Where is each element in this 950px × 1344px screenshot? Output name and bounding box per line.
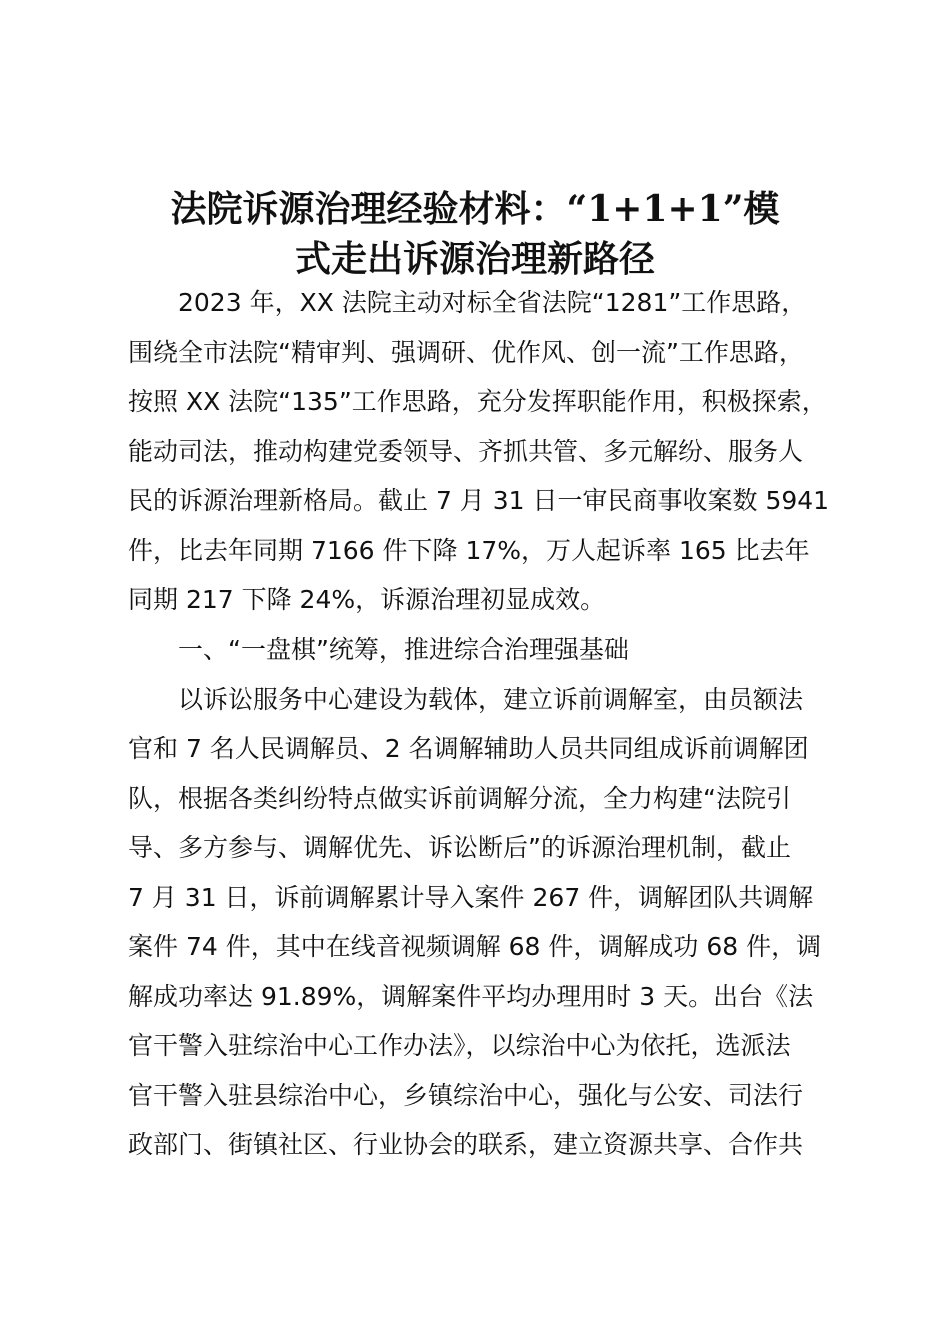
document-title-line-2: 式走出诉源治理新路径 (294, 238, 655, 280)
body-line-11: 导、多方参与、调解优先、诉讼断后”的诉源治理机制，截止 (128, 833, 791, 862)
body-line-15: 官干警入驻综治中心工作办法》，以综治中心为依托，选派法 (128, 1031, 791, 1060)
body-line-8: 以诉讼服务中心建设为载体，建立诉前调解室，由员额法 (178, 685, 804, 714)
body-line-17: 政部门、街镇社区、行业协会的联系，建立资源共享、合作共 (128, 1130, 804, 1159)
body-line-7: 同期 217 下降 24%，诉源治理初显成效。 (128, 585, 606, 614)
body-line-12: 7 月 31 日，诉前调解累计导入案件 267 件，调解团队共调解 (128, 883, 814, 912)
body-line-10: 队，根据各类纠纷特点做实诉前调解分流，全力构建“法院引 (128, 784, 791, 813)
body-line-5: 民的诉源治理新格局。截止 7 月 31 日一审民商事收案数 5941 (128, 486, 830, 515)
document-title-line-1: 法院诉源治理经验材料：“1+1+1”模 (170, 188, 780, 230)
body-line-16: 官干警入驻县综治中心，乡镇综治中心，强化与公安、司法行 (128, 1081, 804, 1110)
body-line-13: 案件 74 件，其中在线音视频调解 68 件，调解成功 68 件，调 (128, 932, 822, 961)
body-line-3: 按照 XX 法院“135”工作思路，充分发挥职能作用，积极探索， (128, 387, 827, 416)
body-line-14: 解成功率达 91.89%，调解案件平均办理用时 3 天。出台《法 (128, 982, 814, 1011)
body-line-9: 官和 7 名人民调解员、2 名调解辅助人员共同组成诉前调解团 (128, 734, 809, 763)
body-line-1: 2023 年，XX 法院主动对标全省法院“1281”工作思路， (178, 288, 807, 317)
section-heading-1: 一、“一盘棋”统筹，推进综合治理强基础 (178, 635, 629, 664)
body-line-6: 件，比去年同期 7166 件下降 17%，万人起诉率 165 比去年 (128, 536, 810, 565)
body-line-2: 围绕全市法院“精审判、强调研、优作风、创一流”工作思路， (128, 338, 804, 367)
body-line-4: 能动司法，推动构建党委领导、齐抓共管、多元解纷、服务人 (128, 437, 804, 466)
